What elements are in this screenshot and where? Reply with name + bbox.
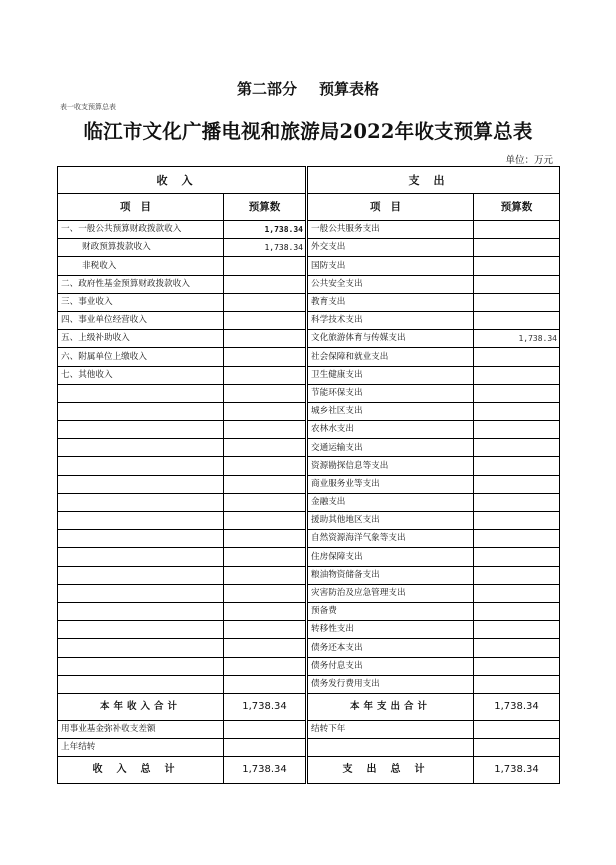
- income-item-label: [58, 493, 224, 511]
- income-item-label: 五、上级补助收入: [58, 330, 224, 348]
- income-item-value: [224, 275, 306, 293]
- table-row: [58, 311, 560, 329]
- table-row: [58, 348, 560, 366]
- expense-item-label: 转移性支出: [308, 621, 474, 639]
- expense-item-label: 科学技术支出: [308, 311, 474, 329]
- expense-item-value: [474, 275, 560, 293]
- expense-item-label: 灾害防治及应急管理支出: [308, 584, 474, 602]
- income-item-label: [58, 621, 224, 639]
- income-item-value: [224, 584, 306, 602]
- income-item-value: [224, 548, 306, 566]
- expense-item-value: [474, 439, 560, 457]
- expense-item-value: [474, 548, 560, 566]
- expense-item-value: [474, 602, 560, 620]
- table-row: [58, 639, 560, 657]
- income-item-label: [58, 439, 224, 457]
- unit-label: 单位：万元: [505, 155, 553, 166]
- income-item-label: [58, 512, 224, 530]
- income-item-value: [224, 457, 306, 475]
- expense-item-label: 结转下年: [308, 720, 474, 738]
- income-item-header: 项目: [58, 194, 224, 221]
- income-item-label: [58, 475, 224, 493]
- expense-item-value: [474, 512, 560, 530]
- table-row: [58, 720, 560, 738]
- income-item-label: 六、附属单位上缴收入: [58, 348, 224, 366]
- expense-item-label: 农林水支出: [308, 421, 474, 439]
- income-item-value: [224, 739, 306, 757]
- income-item-value: [224, 621, 306, 639]
- expense-grand-total-value: 1,738.34: [474, 757, 560, 784]
- part-title-name: 预算表格: [319, 80, 380, 98]
- income-item-label: [58, 675, 224, 693]
- expense-item-label: 交通运输支出: [308, 439, 474, 457]
- expense-item-label: 债务发行费用支出: [308, 675, 474, 693]
- income-grand-total-value: 1,738.34: [224, 757, 306, 784]
- table-row: [58, 493, 560, 511]
- table-row: [58, 402, 560, 420]
- expense-item-value: [474, 348, 560, 366]
- expense-grand-total-label: 支出总计: [308, 757, 474, 784]
- table-row: [58, 457, 560, 475]
- expense-item-value: [474, 239, 560, 257]
- annual-income-total-label: 本年收入合计: [58, 693, 224, 720]
- table-row: [58, 739, 560, 757]
- income-item-label: 三、事业收入: [58, 293, 224, 311]
- expense-item-value: [474, 566, 560, 584]
- expense-item-value: 1,738.34: [474, 330, 560, 348]
- income-item-label: [58, 602, 224, 620]
- expense-item-value: [474, 493, 560, 511]
- section-header-row: [58, 167, 560, 194]
- expense-item-value: [474, 475, 560, 493]
- expense-budget-header: 预算数: [474, 194, 560, 221]
- expense-item-label: 住房保障支出: [308, 548, 474, 566]
- table-row: [58, 584, 560, 602]
- table-row: [58, 239, 560, 257]
- expense-item-label: 外交支出: [308, 239, 474, 257]
- income-item-value: [224, 530, 306, 548]
- expense-item-value: [474, 584, 560, 602]
- table-row: [58, 621, 560, 639]
- table-row: [58, 602, 560, 620]
- table-row: [58, 566, 560, 584]
- income-item-label: [58, 639, 224, 657]
- income-item-value: [224, 602, 306, 620]
- expense-item-label: 债务还本支出: [308, 639, 474, 657]
- income-item-label: [58, 402, 224, 420]
- income-item-value: [224, 493, 306, 511]
- table-row: [58, 275, 560, 293]
- income-item-value: [224, 439, 306, 457]
- income-item-value: [224, 657, 306, 675]
- table-row: [58, 530, 560, 548]
- column-header-row: [58, 194, 560, 221]
- expense-item-value: [474, 421, 560, 439]
- table-row: [58, 257, 560, 275]
- income-item-value: [224, 384, 306, 402]
- income-item-label: 财政预算拨款收入: [58, 239, 224, 257]
- expense-item-value: [474, 739, 560, 757]
- expense-item-value: [474, 384, 560, 402]
- table-row: [58, 330, 560, 348]
- income-item-value: 1,738.34: [224, 221, 306, 239]
- expense-item-value: [474, 675, 560, 693]
- part-title-section: 第二部分: [236, 80, 297, 98]
- grand-total-row: [58, 757, 560, 784]
- annual-expense-total-label: 本年支出合计: [308, 693, 474, 720]
- income-item-label: 一、一般公共预算财政拨款收入: [58, 221, 224, 239]
- income-item-label: 非税收入: [58, 257, 224, 275]
- table-row: [58, 366, 560, 384]
- income-item-label: [58, 566, 224, 584]
- income-item-value: [224, 311, 306, 329]
- expense-item-header: 项目: [308, 194, 474, 221]
- expense-item-label: 援助其他地区支出: [308, 512, 474, 530]
- expense-item-value: [474, 621, 560, 639]
- income-item-value: [224, 402, 306, 420]
- expense-item-value: [474, 366, 560, 384]
- income-item-label: 四、事业单位经营收入: [58, 311, 224, 329]
- income-budget-header: 预算数: [224, 194, 306, 221]
- income-item-value: 1,738.34: [224, 239, 306, 257]
- expense-item-label: [308, 739, 474, 757]
- expense-item-label: 粮油物资储备支出: [308, 566, 474, 584]
- income-item-value: [224, 566, 306, 584]
- expense-item-label: 债务付息支出: [308, 657, 474, 675]
- income-item-label: [58, 421, 224, 439]
- expense-item-label: 城乡社区支出: [308, 402, 474, 420]
- income-item-label: [58, 657, 224, 675]
- expense-item-label: 自然资源海洋气象等支出: [308, 530, 474, 548]
- table-row: [58, 675, 560, 693]
- budget-summary-table: [57, 166, 560, 784]
- income-item-value: [224, 257, 306, 275]
- expense-item-label: 商业服务业等支出: [308, 475, 474, 493]
- expense-section-header: 支出: [308, 167, 560, 194]
- expense-item-value: [474, 311, 560, 329]
- expense-item-label: 文化旅游体育与传媒支出: [308, 330, 474, 348]
- expense-item-value: [474, 720, 560, 738]
- income-item-value: [224, 639, 306, 657]
- income-section-header: 收入: [58, 167, 306, 194]
- expense-item-value: [474, 257, 560, 275]
- expense-item-value: [474, 639, 560, 657]
- income-item-value: [224, 720, 306, 738]
- income-item-value: [224, 421, 306, 439]
- part-title: [0, 78, 616, 99]
- expense-item-label: 卫生健康支出: [308, 366, 474, 384]
- income-item-label: [58, 530, 224, 548]
- income-item-value: [224, 330, 306, 348]
- income-item-value: [224, 512, 306, 530]
- income-item-value: [224, 475, 306, 493]
- income-item-label: [58, 384, 224, 402]
- expense-item-value: [474, 657, 560, 675]
- income-item-value: [224, 675, 306, 693]
- income-item-label: [58, 548, 224, 566]
- table-row: [58, 421, 560, 439]
- table-row: [58, 439, 560, 457]
- expense-item-label: 预备费: [308, 602, 474, 620]
- expense-item-label: 一般公共服务支出: [308, 221, 474, 239]
- annual-income-total-value: 1,738.34: [224, 693, 306, 720]
- table-row: [58, 221, 560, 239]
- expense-item-value: [474, 221, 560, 239]
- income-item-label: [58, 584, 224, 602]
- expense-item-label: 金融支出: [308, 493, 474, 511]
- page-title: 临江市文化广播电视和旅游局2022年收支预算总表: [83, 120, 533, 143]
- expense-item-value: [474, 530, 560, 548]
- table-sub-label: 表一收支预算总表: [60, 103, 116, 111]
- income-item-label: [58, 457, 224, 475]
- expense-item-label: 节能环保支出: [308, 384, 474, 402]
- income-item-label: 二、政府性基金预算财政拨款收入: [58, 275, 224, 293]
- table-row: [58, 548, 560, 566]
- expense-item-value: [474, 402, 560, 420]
- income-grand-total-label: 收入总计: [58, 757, 224, 784]
- table-row: [58, 657, 560, 675]
- expense-item-label: 公共安全支出: [308, 275, 474, 293]
- income-item-label: 七、其他收入: [58, 366, 224, 384]
- annual-expense-total-value: 1,738.34: [474, 693, 560, 720]
- income-item-value: [224, 348, 306, 366]
- expense-item-value: [474, 293, 560, 311]
- table-row: [58, 512, 560, 530]
- expense-item-label: 国防支出: [308, 257, 474, 275]
- income-item-label: 用事业基金弥补收支差额: [58, 720, 224, 738]
- table-row: [58, 475, 560, 493]
- income-item-value: [224, 366, 306, 384]
- expense-item-label: 资源勘探信息等支出: [308, 457, 474, 475]
- income-item-label: 上年结转: [58, 739, 224, 757]
- annual-total-row: [58, 693, 560, 720]
- income-item-value: [224, 293, 306, 311]
- expense-item-value: [474, 457, 560, 475]
- expense-item-label: 教育支出: [308, 293, 474, 311]
- table-row: [58, 384, 560, 402]
- expense-item-label: 社会保障和就业支出: [308, 348, 474, 366]
- table-row: [58, 293, 560, 311]
